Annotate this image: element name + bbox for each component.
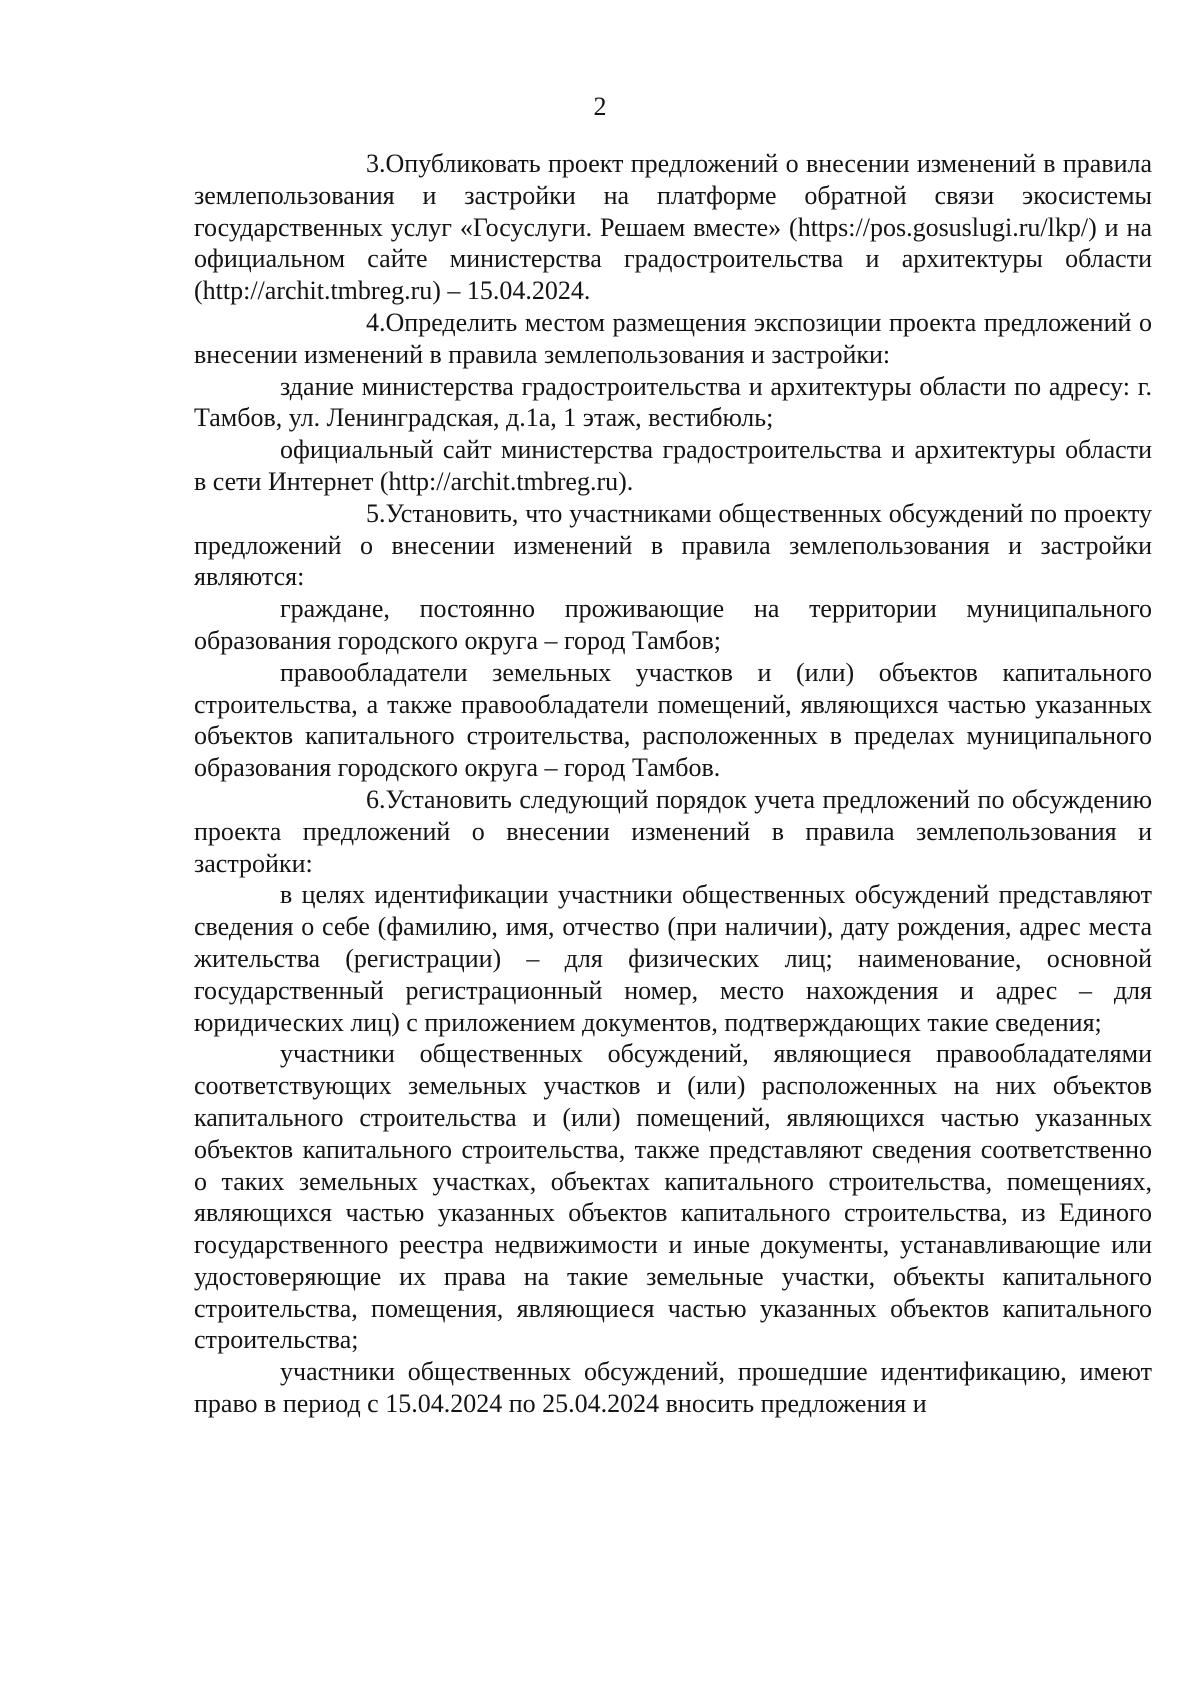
paragraph-text: здание министерства градостроительства и архитектуры области по адресу: г. Тамбов, ул. Ленинградская, д.1а, 1 этаж, вестибюль; <box>194 371 1152 433</box>
item-number: 4. <box>366 307 386 337</box>
paragraph-participants-citizens <box>194 593 1152 657</box>
paragraph-item-5 <box>194 498 1152 593</box>
paragraph-item-3 <box>194 148 1152 307</box>
paragraph-text: Опубликовать проект предложений о внесении изменений в правила землепользования и застройки на платформе обратной связи экосистемы государственных услуг «Госуслуги. Решаем вместе» (https://pos.gosuslugi.ru/lkp/) и на официальном сайте министерства градостроительства и архитектуры области (http://archit.tmbreg.ru) – 15.04.2024. <box>194 149 1152 306</box>
paragraph-text: правообладатели земельных участков и (или) объектов капитального строительства, а также правообладатели помещений, являющихся частью указанных объектов капитального строительства, расположенных в пределах муниципального образования городского округа – город Тамбов. <box>194 657 1152 783</box>
paragraph-text: участники общественных обсуждений, прошедшие идентификацию, имеют право в период с 15.04.2024 по 25.04.2024 вносить предложения и <box>194 1357 1152 1419</box>
paragraph-participants-owners <box>194 657 1152 784</box>
paragraph-text: Определить местом размещения экспозиции проекта предложений о внесении изменений в правила землепользования и застройки: <box>194 307 1152 369</box>
paragraph-text: официальный сайт министерства градостроительства и архитектуры области в сети Интернет (http://archit.tmbreg.ru). <box>194 435 1152 496</box>
paragraph-text: в целях идентификации участники общественных обсуждений представляют сведения о себе (фамилию, имя, отчество (при наличии), дату рождения, адрес места жительства (регистрации) – для физических лиц; наименование, основной государственный регистрационный номер, место нахождения и адрес – для юридических лиц) с приложением документов, подтверждающих такие сведения; <box>194 880 1152 1037</box>
paragraph-owner-documents <box>194 1038 1152 1356</box>
page-number: 2 <box>593 92 607 121</box>
paragraph-identification <box>194 879 1152 1038</box>
document-body <box>194 148 1152 1420</box>
paragraph-text: Установить, что участниками общественных обсуждений по проекту предложений о внесении изменений в правила землепользования и застройки являются: <box>194 498 1152 592</box>
paragraph-text: Установить следующий порядок учета предложений по обсуждению проекта предложений о внесении изменений в правила землепользования и застройки: <box>194 784 1152 878</box>
paragraph-location-building <box>194 371 1152 435</box>
paragraph-text: участники общественных обсуждений, являющиеся правообладателями соответствующих земельных участков и (или) расположенных на них объектов капитального строительства и (или) помещений, являющихся частью указанных объектов капитального строительства, также представляют сведения соответственно о таких земельных участках, объектах капитального строительства, помещениях, являющихся частью указанных объектов капитального строительства, из Единого государственного реестра недвижимости и иные документы, устанавливающие или удостоверяющие их права на такие земельные участки, объекты капитального строительства, помещения, являющиеся частью указанных объектов капитального строительства; <box>194 1039 1152 1355</box>
item-number: 3. <box>366 149 386 178</box>
paragraph-text: граждане, постоянно проживающие на территории муниципального образования городского округа – город Тамбов; <box>194 594 1152 655</box>
paragraph-item-4 <box>194 307 1152 371</box>
paragraph-location-website <box>194 434 1152 498</box>
item-number: 5. <box>366 498 386 528</box>
paragraph-item-6 <box>194 784 1152 879</box>
paragraph-submission-period <box>194 1356 1152 1420</box>
item-number: 6. <box>366 784 386 814</box>
